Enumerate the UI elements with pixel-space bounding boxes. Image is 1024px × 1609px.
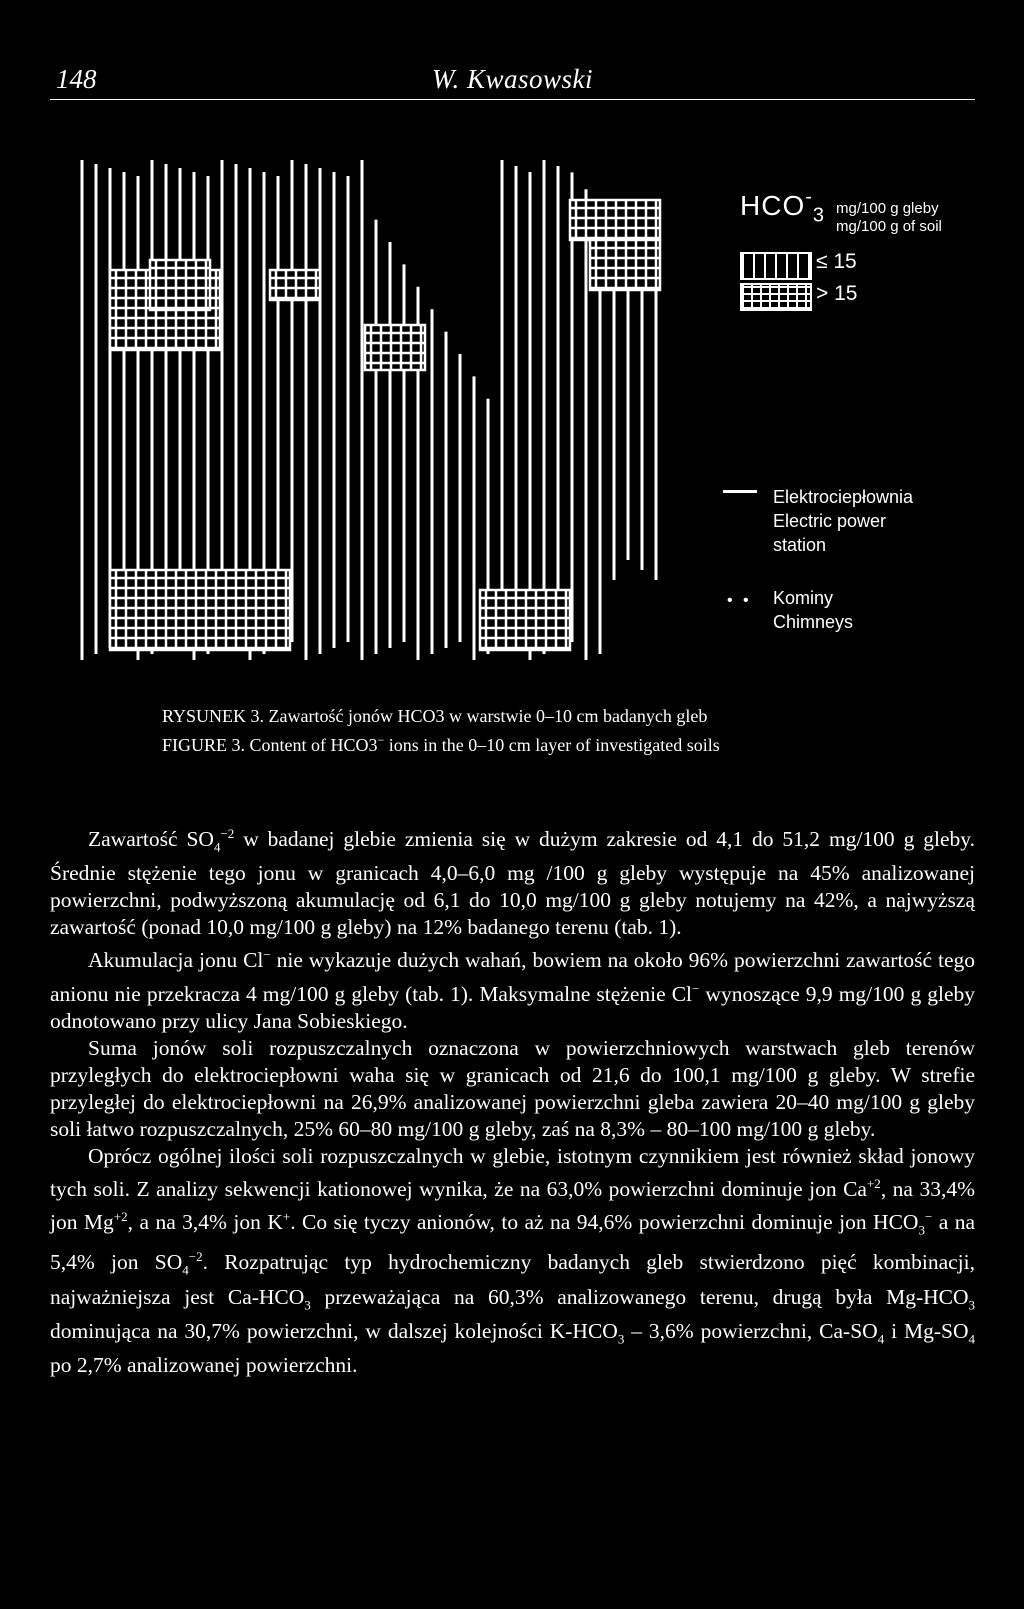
caption-en: FIGURE 3. Content of HCO3− ions in the 0–10 cm layer of investigated soils [162,733,720,755]
caption-pl: RYSUNEK 3. Zawartość jonów HCO3 w warstwie 0–10 cm badanych gleb [162,706,708,726]
grid-hatched-area [110,570,290,650]
legend-swatch-low [740,252,812,280]
hco3-distribution-map [70,150,710,690]
grid-hatched-area [480,590,570,650]
legend-title: $HCO^-_3$ [740,186,826,227]
station-line-icon [723,490,757,493]
legend-unit-pl: mg/100 g gleby [836,200,939,217]
legend-chimneys-en: Chimneys [773,612,854,632]
grid-hatched-area [150,260,210,310]
legend-station-en: Electric power [773,511,887,531]
header-rule [50,99,975,100]
grid-hatched-area [365,325,425,370]
paragraph-2: Akumulacja jonu Cl− nie wykazuje dużych wahań, bowiem na około 96% powierzchni zawartość tego anionu nie przekracza 4 mg/100 g gleby (tab. 1). Maksymalne stężenie Cl− wynoszące 9,9 mg/100 g gleby odnotowano przy ulicy Jana Sobieskiego. [50,947,976,1033]
page-header [50,60,975,100]
grid-hatched-area [270,270,320,300]
grid-hatched-area [570,200,660,240]
legend-station-en2: station [773,535,827,555]
paragraph-1: Zawartość $SO_4^{-2}$ w badanej glebie zmienia się w dużym zakresie od 4,1 do 51,2 mg/100 g gleby. Średnie stężenie tego jonu w granicach 4,0–6,0 mg /100 g gleby występuje na 45% analizowanej powierzchni, podwyższoną akumulację od 6,1 do 10,0 mg/100 g gleby notujemy na 42%, a najwyższą zawartość (ponad 10,0 mg/100 g gleby) na 12% badanego terenu (tab. 1). [50,826,975,940]
paragraph-4: Oprócz ogólnej ilości soli rozpuszczalnych w glebie, istotnym czynnikiem jest również skład jonowy tych soli. Z analizy sekwencji kationowej wynika, że na 63,0% powierzchni dominuje jon $Ca^{+2}$, na 33,4% jon $Mg^{+2}$, a na 3,4% jon K+. Co się tyczy anionów, to aż na 94,6% powierzchni dominuje jon $HCO_3^-$ a na 5,4% jon $SO_4^{-2}$. Rozpatrując typ hydrochemiczny badanych gleb stwierdzono pięć kombinacji, najważniejsza jest $Ca-HCO_3$ przeważająca na 60,3% analizowanego terenu, drugą była $Mg-HCO_3$ dominująca na 30,7% powierzchni, w dalszej kolejności $K-HCO_3 - 3,6\%$ powierzchni, $Ca-SO_4$ i $Mg-SO_4$ po 2,7% analizowanej powierzchni. [50,1143,976,1378]
legend-chimneys-pl: Kominy [773,588,834,608]
legend-unit-en: mg/100 g of soil [836,218,942,235]
legend-threshold-low: ≤ 15 [816,250,857,273]
legend-swatch-high [740,283,812,311]
map-legend [727,186,1000,670]
page-number: 148 [56,64,97,94]
grid-hatched-area [590,240,660,290]
paragraph-3: Suma jonów soli rozpuszczalnych oznaczona w powierzchniowych warstwach gleb terenów przyległych do elektrociepłowni waha się w granicach od 21,6 do 100,1 mg/100 g gleby. W strefie przyległej do elektrociepłowni na 26,9% analizowanej powierzchni gleba zawiera 20–40 mg/100 g gleby soli łatwo rozpuszczalnych, 25% 60–80 mg/100 g gleby, zaś na 8,3% – 80–100 mg/100 g gleby. [50,1035,975,1141]
running-head: W. Kwasowski [431,64,594,94]
legend-station-pl: Elektrociepłownia [773,487,914,507]
chimney-dots-icon: • • [727,592,752,609]
body-text [50,820,975,1379]
legend-threshold-high: > 15 [816,282,858,305]
